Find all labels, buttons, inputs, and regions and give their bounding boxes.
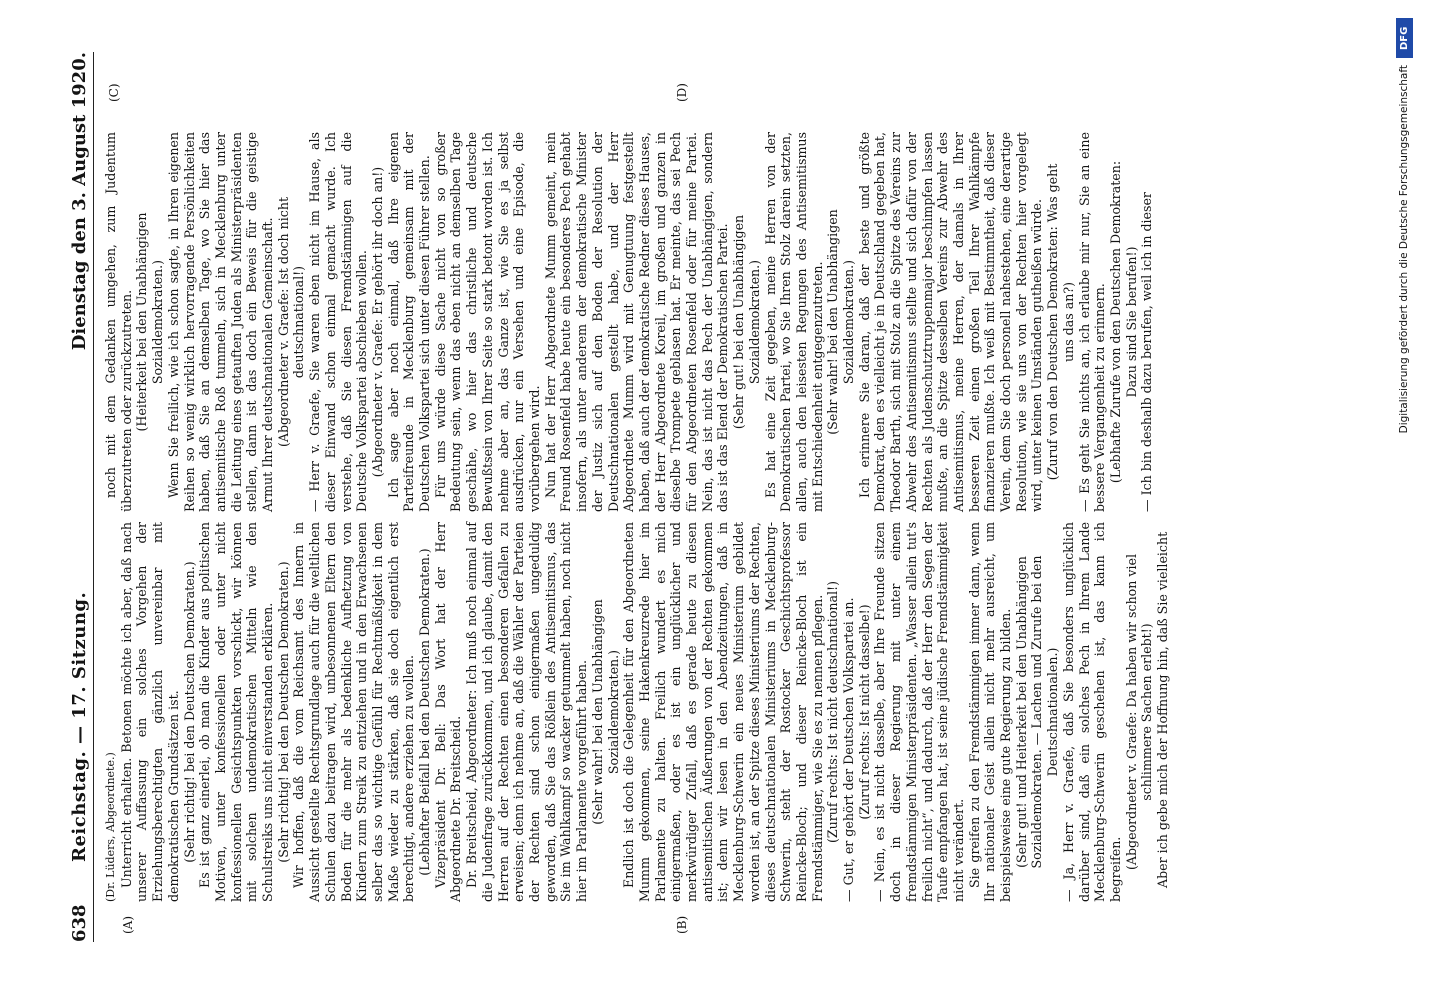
margin-mark-c: (C) bbox=[107, 83, 121, 102]
paragraph: Endlich ist doch die Gelegenheit für den Abgeordneten Mumm gekommen, seine Hakenkreuzrede hier im Parlamente zu halten. Freilich wundert es mich einigermaßen, oder es ist ein unglücklicher und merkwürdiger Zufall, daß es gerade heute zu diesen antisemitischen Äußerungen von der Rechten gekommen ist; denn wir lesen in den Abendzeitungen, daß in Mecklenburg-Schwerin ein neues Ministerium gebildet worden ist, an der Spitze dieses Ministeriums der Rechten, dieses deutschnationalen Ministeriums in Mecklenburg-Schwerin, steht der Rostocker Geschichtsprofessor Reincke-Bloch; und dieser Reincke-Bloch ist ein Fremdstämmiger, wie Sie es zu nennen pflegen. bbox=[621, 522, 825, 902]
right-column bbox=[103, 132, 1155, 512]
paragraph: — Herr v. Graefe, Sie waren eben nicht im Hause, als dieser Einwand schon einmal gemacht wurde. Ich verstehe, daß Sie diesen Fremdstämmigen auf die Deutsche Volkspartei abschieben wollen. bbox=[307, 132, 370, 512]
paragraph: Für uns würde diese Sache nicht von so großer Bedeutung sein, wenn das eben nicht an demselben Tage geschähe, wo hier das christliche und deutsche Bewußtsein von Ihrer Seite so stark betont worden ist. Ich nehme aber an, das Ganze ist, wie Sie es ja selbst ausdrücken, nur ein Versehen und eine Episode, die vorübergehen wird. bbox=[432, 132, 542, 512]
margin-mark-a: (A) bbox=[121, 915, 135, 934]
margin-mark-b: (B) bbox=[675, 915, 689, 934]
paragraph: Wenn Sie freilich, wie ich schon sagte, in Ihren eigenen Reihen so wenig wirklich hervorragende Persönlichkeiten haben, daß Sie an demselben Tage, wo Sie hier das antisemitische Roß tummeln, sich in Mecklenburg unter die Leitung eines getauften Juden als Ministerpräsidenten stellen, dann ist das doch ein Beweis für die geistige Armut Ihrer deutschnationalen Gemeinschaft. bbox=[165, 132, 276, 512]
header-title: Reichstag. — 17. Sitzung. bbox=[69, 591, 90, 862]
paragraph: (Sehr wahr! bei den Unabhängigen Sozialdemokraten.) bbox=[589, 599, 621, 825]
paragraph: (Zuruf von den Deutschen Demokraten: Was geht uns das an?) bbox=[1045, 163, 1076, 481]
dfg-logo: DFG bbox=[1396, 18, 1413, 58]
paragraph: (Zuruf rechts: Ist nicht dasselbe!) bbox=[856, 604, 872, 820]
paragraph: — Nein, es ist nicht dasselbe, aber Ihre Freunde sitzen doch in dieser Regierung mit unter einem fremdstämmigen Ministerpräsidenten. „Wasser allein tut's freilich nicht“, und dadurch, daß der Herr den Segen der Taufe empfangen hat, ist seine jüdische Fremdstämmigkeit nicht verändert. bbox=[872, 522, 966, 902]
credit-text: Digitalisierung gefördert durch die Deutsche Forschungsgemeinschaft bbox=[1398, 65, 1410, 434]
paragraph: — Es geht Sie nichts an, ich erlaube mir nur, Sie an eine bessere Vergangenheit zu erinnern. bbox=[1076, 132, 1108, 512]
paragraph: (Zuruf rechts: Ist nicht deutschnational!) bbox=[825, 580, 841, 844]
paragraph: (Sehr gut! bei den Unabhängigen Sozialdemokraten.) bbox=[731, 214, 762, 430]
paragraph: Ich erinnere Sie daran, daß der beste und größte Demokrat, den es vielleicht je in Deutschland gegeben hat, Theodor Barth, sich mit Stolz an die Spitze des Vereins zur Abwehr des Antisemitismus stellte und sich dafür von der Rechten als Judenschutztruppenmajor beschimpfen lassen mußte, an die Spitze desselben Vereins zur Abwehr des Antisemitismus, meine Herren, der damals in Ihrer besseren Zeit einen großen Teil Ihrer Wahlkämpfe finanzieren mußte. Ich weiß mit Bestimmtheit, daß dieser Verein, dem Sie doch personell nahestehen, eine derartige Resolution, wie sie uns von der Rechten hier vorgelegt wird, unter keinen Umständen gutheißen würde. bbox=[856, 132, 1045, 512]
rotated-document-page bbox=[63, 52, 1378, 942]
paragraph: (Abgeordneter v. Graefe: Da haben wir schon viel schlimmere Sachen erlebt!) bbox=[1123, 554, 1155, 871]
page-header bbox=[63, 52, 94, 942]
paragraph: — Ich bin deshalb dazu berufen, weil ich in dieser bbox=[1139, 192, 1155, 512]
paragraph: Vizepräsident Dr. Bell: Das Wort hat der Herr Abgeordnete Dr. Breitscheid. bbox=[432, 522, 464, 902]
left-column bbox=[103, 522, 1171, 902]
paragraph: — Gut, er gehört der Deutschen Volkspartei an. bbox=[841, 597, 857, 902]
paragraph: (Sehr richtig! bei den Deutschen Demokraten.) bbox=[275, 561, 291, 863]
paragraph: Wir hoffen, daß die vom Reichsamt des Innern in Aussicht gestellte Rechtsgrundlage auch für die weltlichen Schulen dazu beitragen wird, unbesonnenen Eltern den Boden für die mehr als bedenkliche Aufhetzung von Kindern zum Streik zu entziehen und in den Erwachsenen selber das so wichtige Gefühl für Rechtmäßigkeit in dem Maße wieder zu stärken, daß sie doch eigentlich erst berechtigt, andere erziehen zu wollen. bbox=[291, 522, 417, 902]
paragraph: (Sehr richtig! bei den Deutschen Demokraten.) bbox=[181, 561, 197, 863]
paragraph: (Heiterkeit bei den Unabhängigen Sozialdemokraten.) bbox=[134, 212, 166, 432]
paragraph: Aber ich gebe mich der Hoffnung hin, daß Sie vielleicht bbox=[1155, 531, 1171, 888]
paragraph: noch mit dem Gedanken umgehen, zum Judentum überzutreten oder zurückzutreten. bbox=[103, 132, 134, 512]
paragraph: (Sehr wahr! bei den Unabhängigen Sozialdemokraten.) bbox=[825, 209, 857, 435]
paragraph: — Ja, Herr v. Graefe, daß Sie besonders unglücklich darüber sind, daß ein solches Pech in Ihrem Lande Mecklenburg-Schwerin geschehen ist, das kann ich begreifen. bbox=[1060, 522, 1123, 902]
header-date: Dienstag den 3. August 1920. bbox=[69, 52, 90, 351]
paragraph: Ich sage aber noch einmal, daß Ihre eigenen Parteifreunde in Mecklenburg gemeinsam mit der Deutschen Volkspartei sich unter diesen Führer stellen. bbox=[385, 132, 433, 512]
speaker-continuation: (Dr. Lüders, Abgeordnete.) bbox=[104, 752, 117, 902]
paragraph: (Sehr gut! und Heiterkeit bei den Unabhängigen Sozialdemokraten. — Lachen und Zurufe bei den Deutschnationalen.) bbox=[1013, 555, 1061, 869]
page-number: 638 bbox=[69, 904, 90, 942]
paragraph: Dr. Breitscheid, Abgeordneter: Ich muß noch einmal auf die Judenfrage zurückkommen, und ich glaube, damit den Herren auf der Rechten einen besonderen Gefallen zu erweisen; denn ich nehme an, daß die Wähler der Parteien der Rechten sind schon einigermaßen ungeduldig geworden, daß Sie das Rößlein des Antisemitismus, das Sie im Wahlkampf so wacker getummelt haben, noch nicht hier im Parlamente vorgeführt haben. bbox=[464, 522, 590, 902]
paragraph: Unterricht erhalten. Betonen möchte ich aber, daß nach unserer Auffassung ein solches Vorgehen der Erziehungsberechtigten gänzlich unvereinbar mit demokratischen Grundsätzen ist. bbox=[118, 522, 181, 902]
paragraph: (Abgeordneter v. Graefe: Ist doch nicht deutschnational!) bbox=[275, 196, 307, 448]
paragraph: Es ist ganz einerlei, ob man die Kinder aus politischen Motiven, unter konfessionellen oder unter nicht konfessionellen Gesichtspunkten vorschickt, wir können mit solchen undemokratischen Mitteln wie den Schulstreiks uns nicht einverstanden erklären. bbox=[197, 522, 276, 902]
digitization-credit bbox=[1385, 10, 1425, 990]
paragraph: (Lebhafte Zurufe von den Deutschen Demokraten: Dazu sind Sie berufen!) bbox=[1108, 160, 1139, 484]
margin-mark-d: (D) bbox=[675, 83, 689, 102]
paragraph: (Abgeordneter v. Graefe: Er gehört ihr doch an!) bbox=[369, 166, 385, 478]
paragraph: Es hat eine Zeit gegeben, meine Herren von der Demokratischen Partei, wo Sie Ihren Stolz darein setzten, allen, auch den leisesten Regungen des Antisemitismus mit Entschiedenheit entgegenzutreten. bbox=[762, 132, 825, 512]
paragraph: Sie greifen zu den Fremdstämmigen immer dann, wenn Ihr nationaler Geist allein nicht mehr ausreicht, um beispielsweise eine gute Regierung zu bilden. bbox=[966, 522, 1014, 902]
paragraph: Nun hat der Herr Abgeordnete Mumm gemeint, mein Freund Rosenfeld habe heute ein besonderes Pech gehabt insofern, als unter anderem der demokratische Minister der Justiz sich auf den Boden der Resolution der Deutschnationalen gestellt habe, und der Herr Abgeordnete Mumm wird mit Genugtuung festgestellt haben, daß auch der demokratische Redner dieses Hauses, der Herr Abgeordnete Koreil, im großen und ganzen in dieselbe Trompete geblasen hat. Er meinte, das sei Pech für den Abgeordneten Rosenfeld oder für meine Partei. Nein, das ist nicht das Pech der Unabhängigen, sondern das ist das Elend der Demokratischen Partei. bbox=[542, 132, 731, 512]
paragraph: (Lebhafter Beifall bei den Deutschen Demokraten.) bbox=[417, 548, 433, 876]
